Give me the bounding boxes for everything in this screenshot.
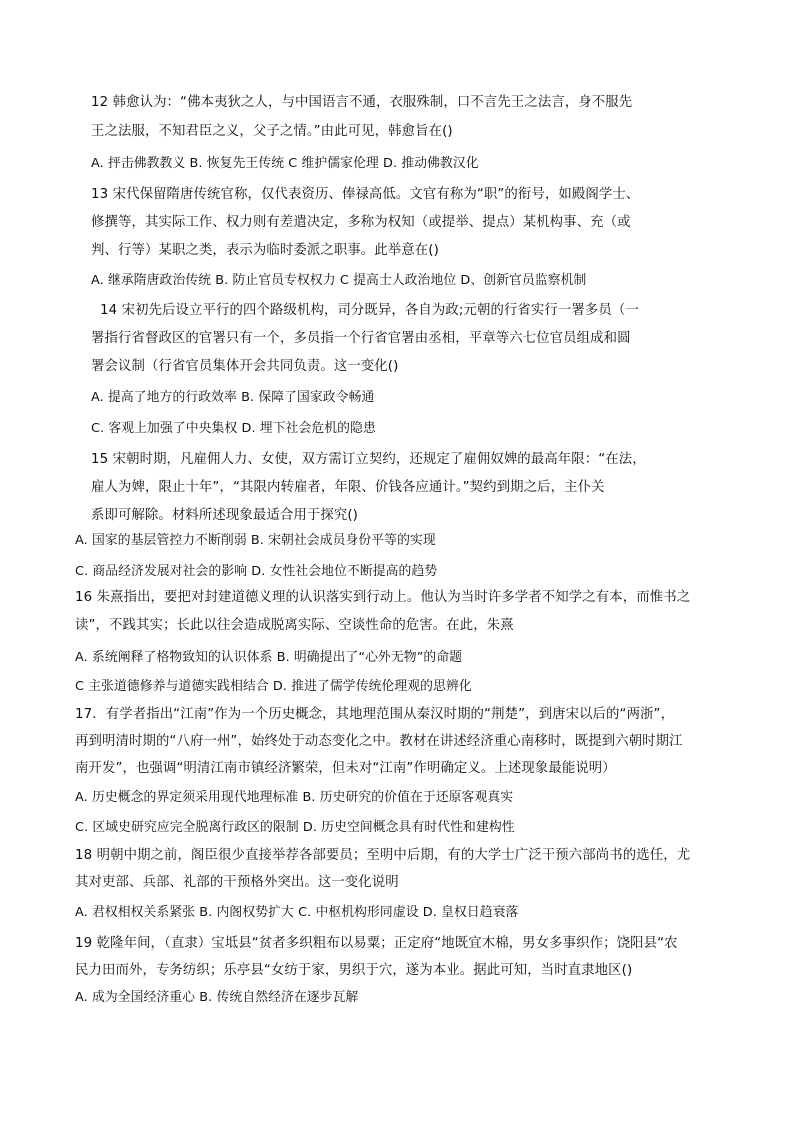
- question-14-options-line-2: C. 客观上加强了中央集权 D. 埋下社会危机的隐患: [91, 421, 376, 436]
- question-12-options: A. 抨击佛教教义 B. 恢复先王传统 C 维护儒家伦理 D. 推动佛教汉化: [91, 156, 479, 171]
- question-19-options: A. 成为全国经济重心 B. 传统自然经济在逐步瓦解: [75, 990, 359, 1005]
- question-14-stem-line-3: 署会议制（行省官员集体开会共同负责。这一变化(): [91, 359, 399, 374]
- question-13-stem-line-1: 13 宋代保留隋唐传统官称，仅代表资历、俸禄高低。文官有称为“职”的衔号，如殿阁学士、: [91, 187, 640, 202]
- question-16-stem-line-2: 读”，不践其实；长此以往会造成脱离实际、空谈性命的危害。在此，朱熹: [75, 618, 514, 633]
- question-18-stem-line-2: 其对吏部、兵部、礼部的干预格外突出。这一变化说明: [75, 875, 399, 890]
- question-16-options-line-1: A. 系统阐释了格物致知的认识体系 B. 明确提出了“心外无物”的命题: [75, 650, 463, 665]
- question-17-options-line-2: C. 区域史研究应完全脱离行政区的限制 D. 历史空间概念具有时代性和建构性: [75, 820, 515, 835]
- question-12-stem-line-1: 12 韩愈认为：“佛本夷狄之人，与中国语言不通，衣服殊制，口不言先王之法言，身不服先: [91, 95, 633, 110]
- question-19-stem-line-1: 19 乾隆年间，（直隶）宝坻县“贫者多织粗布以易粟；正定府“地既宜木棉，男女多事织作；饶阳县“农: [75, 936, 678, 951]
- question-14-stem-line-1: 14 宋初先后设立平行的四个路级机构，司分既异，各自为政;元朝的行省实行一署多员（一: [100, 303, 639, 318]
- question-18-options: A. 君权相权关系紧张 B. 内阁权势扩大 C. 中枢机构形同虚设 D. 皇权日趋衰落: [75, 905, 519, 920]
- question-12-stem-line-2: 王之法服，不知君臣之义，父子之情。”由此可见，韩愈旨在(): [91, 124, 453, 139]
- question-16-stem-line-1: 16 朱熹指出，要把对封建道德义理的认识落实到行动上。他认为当时许多学者不知学之有本，而惟书之: [75, 590, 691, 605]
- question-13-stem-line-3: 判、行等）某职之类，表示为临时委派之职事。此举意在(): [91, 243, 439, 258]
- question-15-options-line-2: C. 商品经济发展对社会的影响 D. 女性社会地位不断提高的趋势: [75, 564, 438, 579]
- question-13-options: A. 继承隋唐政治传统 B. 防止官员专权权力 C 提高士人政治地位 D、创新官员监察机制: [91, 273, 587, 288]
- question-13-stem-line-2: 修撰等，其实际工作、权力则有差遣决定，多称为权知（或提举、提点）某机构事、充（或: [91, 215, 631, 230]
- question-15-stem-line-2: 雇人为婢，限止十年”，“其限内转雇者，年限、价钱各应通计。”契约到期之后，主仆关: [91, 480, 605, 495]
- question-17-options-line-1: A. 历史概念的界定须采用现代地理标准 B. 历史研究的价值在于还原客观真实: [75, 790, 514, 805]
- question-17-stem-line-2: 再到明清时期的“八府一州”，始终处于动态变化之中。教材在讲述经济重心南移时，既提到六朝时期江: [75, 734, 683, 749]
- question-19-stem-line-2: 民力田而外，专务纺织；乐亭县“女纺于家，男织于穴，遂为本业。据此可知，当时直隶地区(): [75, 963, 633, 978]
- question-15-stem-line-3: 系即可解除。材料所述现象最适合用于探究(): [91, 508, 358, 523]
- question-15-stem-line-1: 15 宋朝时期，凡雇佣人力、女使，双方需订立契约，还规定了雇佣奴婢的最高年限：“在法，: [91, 452, 646, 467]
- question-17-stem-line-3: 南开发”，也强调“明清江南市镇经济繁荣，但未对“江南”作明确定义。上述现象最能说明）: [75, 761, 616, 776]
- question-16-options-line-2: C 主张道德修养与道德实践相结合 D. 推进了儒学传统伦理观的思辨化: [75, 679, 472, 694]
- question-14-options-line-1: A. 提高了地方的行政效率 B. 保障了国家政令畅通: [91, 390, 375, 405]
- question-14-stem-line-2: 署指行省督政区的官署只有一个，多员指一个行省官署由丞相，平章等六七位官员组成和圆: [91, 331, 631, 346]
- question-18-stem-line-1: 18 明朝中期之前，阁臣很少直接举荐各部要员；至明中后期，有的大学士广泛干预六部尚书的选任，尤: [75, 848, 691, 863]
- question-15-options-line-1: A. 国家的基层管控力不断削弱 B. 宋朝社会成员身份平等的实现: [75, 533, 436, 548]
- question-17-stem-line-1: 17．有学者指出“江南”作为一个历史概念，其地理范围从秦汉时期的“荆楚”，到唐宋以后的“两浙”，: [75, 707, 675, 722]
